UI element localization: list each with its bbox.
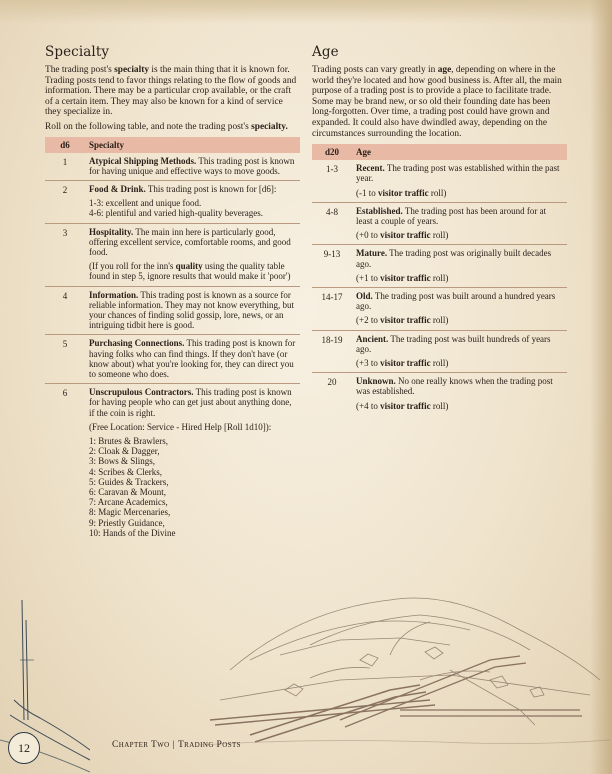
traffic-modifier: (-1 to visitor traffic roll) [356,187,447,198]
page-number-badge [8,732,40,764]
table-row [312,373,567,415]
table-header-row [45,137,300,153]
list-item: 10: Hands of the Divine [89,527,176,538]
table-row [45,223,300,286]
page-number: 12 [18,740,30,755]
traffic-modifier: (+1 to visitor traffic roll) [356,272,449,283]
traffic-modifier: (+3 to visitor traffic roll) [356,358,449,368]
entry-text: Ancient. The trading post was built hundreds of years ago. (+3 to visitor traffic roll) [352,330,567,373]
entry-note: (Free Location: Service - Hired Help [Roll 1d10]): [89,421,272,432]
entry-text: Food & Drink. This trading post is known for [d6]: 1-3: excellent and unique food. 4-6: plentiful and varied high-quality beverages. [85,180,300,223]
footer-separator: | [172,740,175,750]
specialty-table [45,137,300,543]
age-section [312,44,567,415]
die-column-header: d6 [45,137,85,153]
list-item: 5: Guides & Trackers, [89,476,169,487]
table-row [312,202,567,245]
table-row [45,335,300,384]
die-value: 6 [62,388,68,399]
age-keyword: age [437,65,452,75]
entry-text: Unscrupulous Contractors. This trading post is known for having people who can get just about anything done, if the coin is right. (Free Location: Service - Hired Help [Roll 1d10]): 1: Brutes & Brawlers, 2: Cloak & Dagger, 3: Bows & Slings, 4: Scribes & Clerks, 5: Guides & Trackers, 6: Caravan & Mount, 7: Arcane Academics, 8: Magic Mercenaries, 9: Priestly Guidance, 10: Hands of the Divine [85,384,300,542]
die-value: 1 [45,153,85,181]
list-item: 3: Bows & Slings, [89,456,156,467]
specialty-section [45,44,300,542]
die-column-header: d20 [312,144,352,160]
specialty-heading: Specialty [45,44,110,60]
list-item: 4-6: plentiful and varied high-quality beverages. [89,208,263,219]
die-value: 14-17 [312,287,352,330]
entry-text: Purchasing Connections. This trading post is known for having folks who can find things. If they don't have (or know about) what you're looking for, they can direct you to someone who does. [85,335,300,384]
list-item: 4: Scribes & Clerks, [89,466,162,477]
die-value: 20 [327,377,337,388]
die-value: 2 [45,180,85,223]
entry-text: Old. The trading post was built around a hundred years ago. (+2 to visitor traffic roll) [352,287,567,330]
age-table [312,144,567,415]
table-row [312,287,567,330]
table-row [45,384,300,542]
specialty-keyword: specialty [114,65,150,75]
die-value: 4 [45,286,85,335]
die-value: 9-13 [312,245,352,288]
entry-text: Mature. The trading post was originally built decades ago. (+1 to visitor traffic roll) [352,245,567,288]
footer-chapter: Chapter Two [112,740,170,750]
table-row [312,330,567,373]
table-row [45,286,300,335]
list-item: 9: Priestly Guidance, [89,517,165,528]
table-header-row [312,144,567,160]
entry-text: Hospitality. The main inn here is particularly good, offering excellent service, comfortable rooms, and good food. (If you roll for the inn's quality using the quality table found in step 5, ignore results that would make it 'poor') [85,223,300,286]
die-value: 3 [45,223,85,286]
traffic-modifier: (+2 to visitor traffic roll) [356,315,449,326]
die-value: 18-19 [312,330,352,373]
traffic-modifier: (+4 to visitor traffic roll) [356,400,449,411]
traffic-modifier: (+0 to visitor traffic roll) [356,230,449,241]
rubble-sketch-illustration [190,560,610,760]
list-item: 2: Cloak & Dagger, [89,446,160,457]
running-footer [112,740,241,750]
specialty-intro: The trading post's specialty is the main thing that it is known for. Trading posts tend to favor things relating to the flow of goods and information. There may be a particular crop available, or the craft of a certain item. They may also be known for a kind of service they specialize in. [45,65,297,118]
list-item: 1: Brutes & Brawlers, [89,436,168,447]
entry-note: (If you roll for the inn's quality using the quality table found in step 5, ignore results that would make it 'poor') [89,261,291,282]
die-value: 4-8 [312,202,352,245]
entry-text: Recent. The trading post was established within the past year. (-1 to visitor traffic roll) [352,160,567,202]
specialty-column-header: Specialty [85,137,300,153]
age-intro: Trading posts can vary greatly in age, depending on where in the world they're located and how good business is. After all, the main purpose of a trading post is to provide a place to facilitate trade. Some may be brand new, or so old their founding date has been long-forgotten. Over time, a trading post could have grown and expanded. It could also have dwindled away, depending on the circumstances surrounding the location. [312,65,562,139]
table-row [312,160,567,202]
age-column-header: Age [352,144,567,160]
age-heading: Age [312,44,339,60]
list-item: 1-3: excellent and unique food. [89,198,202,209]
entry-text: Unknown. No one really knows when the trading post was established. (+4 to visitor traffic roll) [352,373,567,415]
specialty-roll-instruction: Roll on the following table, and note the trading post's specialty. [45,121,288,132]
entry-text: Information. This trading post is known as a source for reliable information. They may not know everything, but your chances of finding solid gossip, lore, news, or an intriguing tidbit here is good. [85,286,300,335]
entry-text: Established. The trading post has been around for at least a couple of years. (+0 to visitor traffic roll) [352,202,567,245]
list-item: 7: Arcane Academics, [89,497,168,508]
table-row [45,180,300,223]
die-value: 5 [45,335,85,384]
entry-text: Atypical Shipping Methods. This trading post is known for having unique and effective ways to move goods. [85,153,300,181]
list-item: 8: Magic Mercenaries, [89,507,171,518]
table-row [312,245,567,288]
die-value: 1-3 [312,160,352,202]
page-edge-shadow [0,0,612,24]
footer-section: Trading Posts [177,740,241,750]
table-row [45,153,300,181]
list-item: 6: Caravan & Mount, [89,487,166,498]
